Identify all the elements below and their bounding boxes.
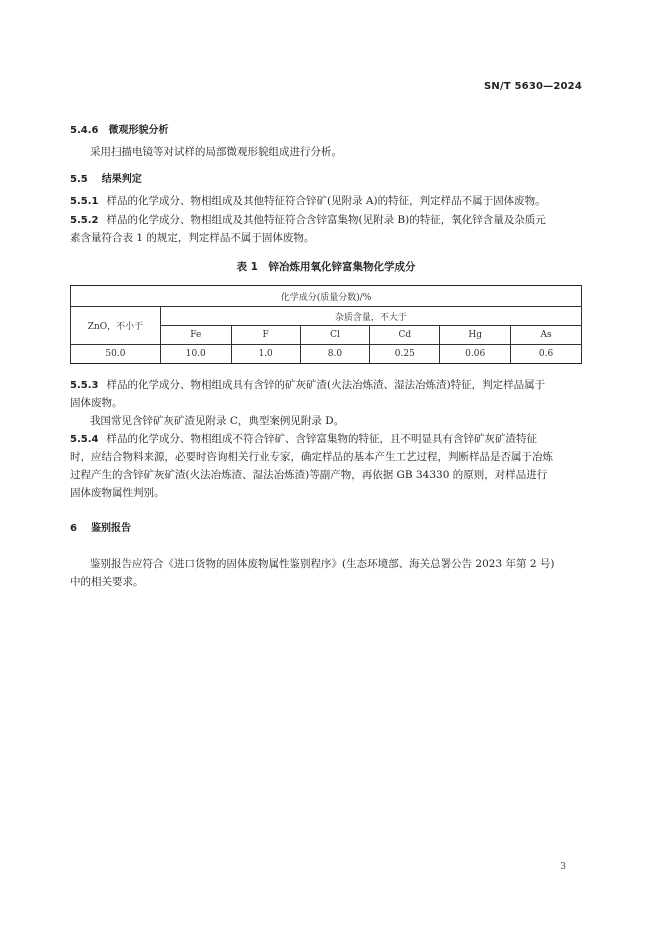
table-row [71, 345, 582, 364]
table-cell: 50.0 [71, 345, 161, 364]
page-number: 3 [560, 862, 566, 872]
table-cell: 1.0 [231, 345, 300, 364]
clause-text-line1: 样品的化学成分、物相组成具有含锌的矿灰矿渣(火法冶炼渣、湿法冶炼渣)特征，判定样品属于 [106, 379, 546, 391]
clause-number: 5.5.4 [70, 434, 99, 445]
section-number: 5.4.6 [70, 125, 99, 136]
table-column-header: Cd [370, 326, 440, 345]
clause-number: 5.5.1 [70, 196, 99, 207]
table-title: 表 1 锌冶炼用氧化锌富集物化学成分 [236, 261, 416, 273]
table-column-header: Cl [300, 326, 370, 345]
table-column-header: Fe [160, 326, 231, 345]
clause-5-5-3 [70, 376, 545, 395]
clause-5-5-2-line2: 素含量符合表 1 的规定，判定样品不属于固体废物。 [70, 232, 315, 244]
table-column-header: Hg [440, 326, 511, 345]
clause-5-5-3-note: 我国常见含锌矿灰矿渣见附录 C，典型案例见附录 D。 [90, 415, 345, 427]
section-6-body-line1: 鉴别报告应符合《进口货物的固体废物属性鉴别程序》(生态环境部、海关总署公告 2023 年第 2 号) [90, 558, 555, 570]
clause-text-line1: 样品的化学成分、物相组成不符合锌矿、含锌富集物的特征，且不明显具有含锌矿灰矿渣特征 [106, 433, 537, 445]
table-column-header: F [231, 326, 300, 345]
clause-5-5-4 [70, 430, 537, 449]
clause-number: 5.5.3 [70, 380, 99, 391]
section-5-4-6-heading [70, 121, 168, 136]
table-cell: 10.0 [160, 345, 231, 364]
clause-5-5-4-line4: 固体废物属性判别。 [70, 487, 165, 499]
section-5-5-heading [70, 170, 142, 185]
table-cell: 8.0 [300, 345, 370, 364]
standard-code: SN/T 5630—2024 [484, 81, 582, 92]
section-number: 5.5 [70, 174, 88, 185]
table-cell: 0.25 [370, 345, 440, 364]
composition-table [70, 285, 582, 364]
table-cell: 0.06 [440, 345, 511, 364]
clause-text: 样品的化学成分、物相组成及其他特征符合锌矿(见附录 A)的特征，判定样品不属于固体废物。 [106, 195, 546, 207]
section-title: 鉴别报告 [90, 523, 131, 534]
clause-5-5-1 [70, 192, 546, 211]
table-column-header: As [511, 326, 582, 345]
section-title: 微观形貌分析 [108, 125, 169, 136]
clause-5-5-2 [70, 211, 546, 230]
section-title: 结果判定 [101, 174, 142, 185]
section-6-heading [70, 519, 131, 534]
section-5-4-6-body: 采用扫描电镜等对试样的局部微观形貌组成进行分析。 [90, 146, 342, 158]
clause-5-5-3-line2: 固体废物。 [70, 397, 123, 409]
table-header-main: 化学成分(质量分数)/% [71, 286, 582, 307]
clause-5-5-4-line2: 时，应结合物料来源，必要时咨询相关行业专家，确定样品的基本产生工艺过程，判断样品是否属于冶炼 [70, 451, 553, 463]
table-cell: 0.6 [511, 345, 582, 364]
clause-number: 5.5.2 [70, 215, 99, 226]
clause-5-5-4-line3: 过程产生的含锌矿灰矿渣(火法冶炼渣、湿法冶炼渣)等副产物，再依据 GB 34330 的原则，对样品进行 [70, 469, 548, 481]
table-row-label: ZnO，不小于 [71, 307, 161, 345]
table-impurity-header: 杂质含量，不大于 [160, 307, 581, 326]
section-6-body-line2: 中的相关要求。 [70, 576, 144, 588]
section-number: 6 [70, 523, 77, 534]
clause-text-line1: 样品的化学成分、物相组成及其他特征符合含锌富集物(见附录 B)的特征，氧化锌含量及杂质元 [106, 214, 546, 226]
